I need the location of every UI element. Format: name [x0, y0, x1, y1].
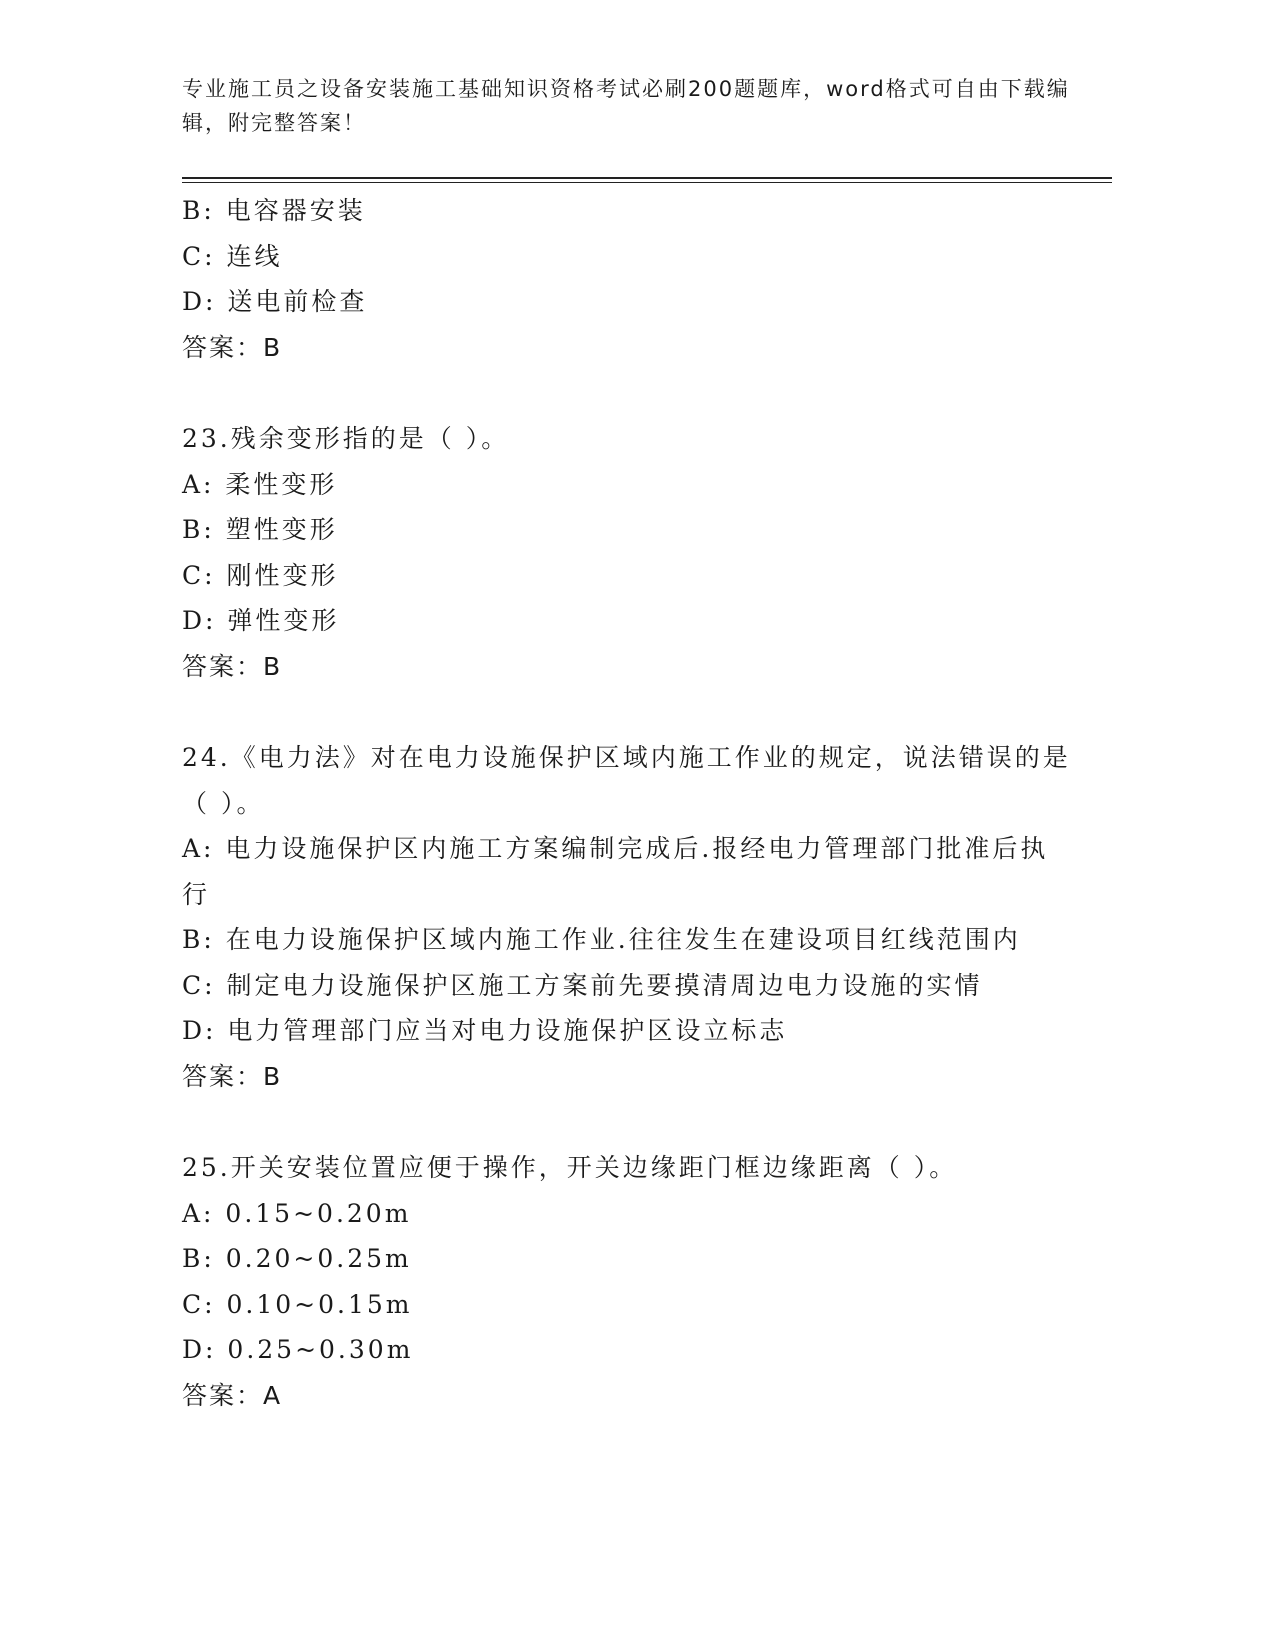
document-body [182, 188, 1072, 1418]
option-a: A: 0.15~0.20m [182, 1198, 412, 1228]
answer-line: 答案：B [182, 332, 283, 362]
option-b: B: 0.20~0.25m [182, 1244, 412, 1273]
spacer [182, 1099, 1072, 1145]
question-block-25 [182, 1145, 1072, 1418]
document-header [182, 72, 1082, 140]
answer-line: 答案：B [182, 1061, 283, 1091]
question-block-23 [182, 416, 1072, 689]
option-d: D: 送电前检查 [182, 287, 368, 316]
spacer [182, 370, 1072, 416]
option-b: B: 电容器安装 [182, 196, 366, 225]
question-stem: 24.《电力法》对在电力设施保护区域内施工作业的规定，说法错误的是（ ）。 [182, 743, 1071, 818]
question-stem: 25.开关安装位置应便于操作，开关边缘距门框边缘距离（ ）。 [182, 1153, 958, 1182]
option-c: C: 制定电力设施保护区施工方案前先要摸清周边电力设施的实情 [182, 970, 983, 1000]
option-c: C: 刚性变形 [182, 560, 339, 590]
option-c: C: 0.10~0.15m [182, 1289, 413, 1319]
answer-line: 答案：A [182, 1380, 283, 1410]
header-title: 专业施工员之设备安装施工基础知识资格考试必刷200题题库，word格式可自由下载编辑，附完整答案！ [182, 77, 1070, 135]
header-divider-thick [182, 177, 1112, 179]
answer-line: 答案：B [182, 651, 283, 681]
option-b: B: 塑性变形 [182, 515, 338, 544]
option-d: D: 电力管理部门应当对电力设施保护区设立标志 [182, 1016, 788, 1045]
question-block-24 [182, 735, 1072, 1099]
header-divider-thin [182, 182, 1112, 183]
option-a: A: 柔性变形 [182, 469, 338, 499]
option-b: B: 在电力设施保护区域内施工作业.往往发生在建设项目红线范围内 [182, 925, 1021, 954]
option-c: C: 连线 [182, 241, 283, 271]
question-stem: 23.残余变形指的是（ ）。 [182, 424, 510, 453]
question-block-22 [182, 188, 1072, 370]
spacer [182, 689, 1072, 735]
option-d: D: 弹性变形 [182, 606, 340, 635]
option-d: D: 0.25~0.30m [182, 1335, 414, 1364]
option-a: A: 电力设施保护区内施工方案编制完成后.报经电力管理部门批准后执行 [182, 834, 1049, 909]
